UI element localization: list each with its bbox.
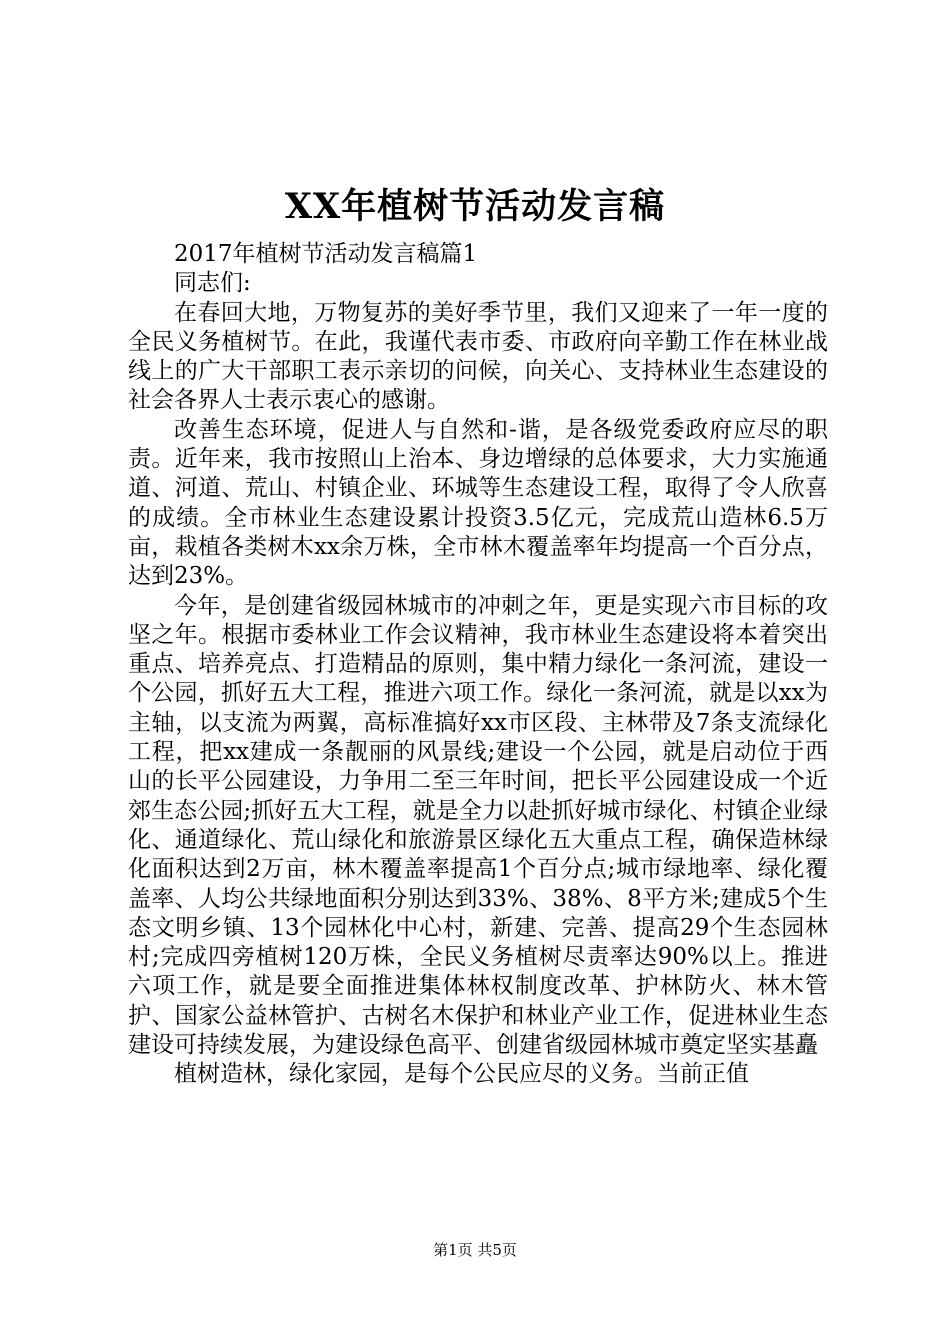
paragraph-3: 今年，是创建省级园林城市的冲刺之年，更是实现六市目标的攻坚之年。根据市委林业工作会议精神，我市林业生态建设将本着突出重点、培养亮点、打造精品的原则，集中精力绿化一条河流，建设一个公园，抓好五大工程，推进六项工作。绿化一条河流，就是以xx为主轴，以支流为两翼，高标准搞好xx市区段、主林带及7条支流绿化工程，把xx建成一条靓丽的风景线;建设一个公园，就是启动位于西山的长平公园建设，力争用二至三年时间，把长平公园建设成一个近郊生态公园;抓好五大工程，就是全力以赴抓好城市绿化、村镇企业绿化、通道绿化、荒山绿化和旅游景区绿化五大重点工程，确保造林绿化面积达到2万亩，林木覆盖率提高1个百分点;城市绿地率、绿化覆盖率、人均公共绿地面积分别达到33%、38%、8平方米;建成5个生态文明乡镇、13个园林化中心村，新建、完善、提高29个生态园林村;完成四旁植树120万株，全民义务植树尽责率达90%以上。推进六项工作，就是要全面推进集体林权制度改革、护林防火、林木管护、国家公益林管护、古树名木保护和林业产业工作，促进林业生态建设可持续发展，为建设绿色高平、创建省级园林城市奠定坚实基矗 [128, 592, 828, 1059]
paragraph-4: 植树造林，绿化家园，是每个公民应尽的义务。当前正值 [174, 1061, 749, 1088]
paragraph-1: 在春回大地，万物复苏的美好季节里，我们又迎来了一年一度的全民义务植树节。在此，我谨代表市委、市政府向辛勤工作在林业战线上的广大干部职工表示亲切的问候，向关心、支持林业生态建设的社会各界人士表示衷心的感谢。 [128, 299, 828, 414]
paragraph-2: 改善生态环境，促进人与自然和-谐，是各级党委政府应尽的职责。近年来，我市按照山上治本、身边增绿的总体要求，大力实施通道、河道、荒山、村镇企业、环城等生态建设工程，取得了令人欣喜的成绩。全市林业生态建设累计投资3.5亿元，完成荒山造林6.5万亩，栽植各类树木xx余万株，全市林木覆盖率年均提高一个百分点，达到23%。 [128, 416, 828, 590]
document-body [128, 240, 828, 1090]
document-title: XX年植树节活动发言稿 [284, 186, 666, 227]
salutation: 同志们: [174, 270, 251, 297]
document-subtitle: 2017年植树节活动发言稿篇1 [174, 241, 478, 267]
page-number: 第1页 共5页 [433, 1241, 517, 1259]
